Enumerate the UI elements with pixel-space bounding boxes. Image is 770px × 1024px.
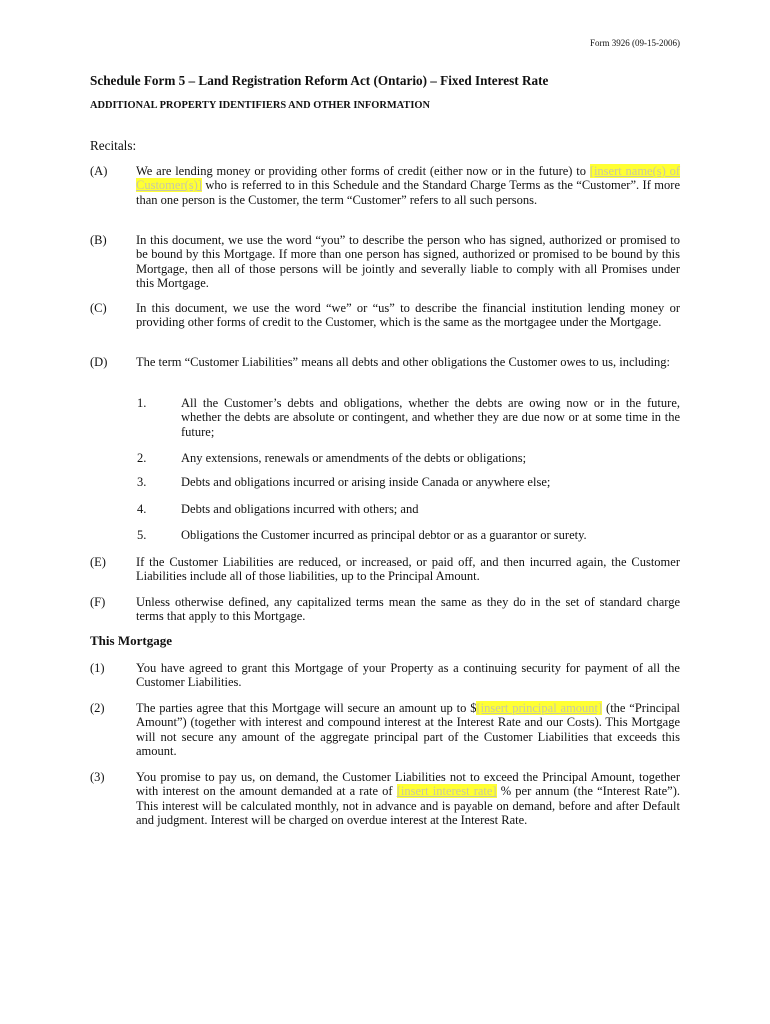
recital-text: If the Customer Liabilities are reduced, or increased, or paid off, and then incurred again, the Customer Liabilities include all of those liabilities, up to the Principal Amount.	[136, 555, 680, 584]
recital-label: (A)	[90, 164, 108, 178]
recital-text: In this document, we use the word “we” or “us” to describe the financial institution lending money or providing other forms of credit to the Customer, which is the same as the mortgagee under the Mortgage.	[136, 301, 680, 330]
clause-text-part: The parties agree that this Mortgage will secure an amount up to $	[136, 701, 477, 715]
clause-text-part: % per annum (the “Interest Rate”). This interest will be calculated monthly, not in advance and is payable on demand, before and after Default and judgment. Interest will be charged on overdue interest at the Interest Rate.	[136, 784, 680, 827]
recital-text: In this document, we use the word “you” to describe the person who has signed, authorized or promised to be bound by this Mortgage. If more than one person has signed, authorized or promised to be bound by this Mortgage, then all of those persons will be jointly and severally liable to comply with all Promises under this Mortgage.	[136, 233, 680, 290]
recital-text	[136, 164, 680, 207]
clause-label: (1)	[90, 661, 105, 675]
recital-text-part: who is referred to in this Schedule and the Standard Charge Terms as the “Customer”. If more than one person is the Customer, the term “Customer” refers to all such persons.	[136, 178, 680, 207]
customer-name-placeholder[interactable]: [insert name(s) of Customer(s)]	[136, 164, 680, 193]
clause-text: You have agreed to grant this Mortgage of your Property as a continuing security for payment of all the Customer Liabilities.	[136, 661, 680, 690]
document-title: Schedule Form 5 – Land Registration Reform Act (Ontario) – Fixed Interest Rate	[90, 73, 549, 88]
recital-label: (E)	[90, 555, 106, 569]
list-item-text: Debts and obligations incurred with others; and	[181, 502, 419, 516]
interest-rate-placeholder[interactable]: [insert interest rate]	[396, 784, 497, 799]
document-subtitle: ADDITIONAL PROPERTY IDENTIFIERS AND OTHER INFORMATION	[90, 100, 430, 111]
recital-text: Unless otherwise defined, any capitalized terms mean the same as they do in the set of standard charge terms that apply to this Mortgage.	[136, 595, 680, 624]
list-item-number: 2.	[137, 451, 147, 465]
clause-text	[136, 770, 680, 827]
recital-label: (C)	[90, 301, 107, 315]
clause-text-part: (the “Principal Amount”) (together with interest and compound interest at the Interest Rate and our Costs). This Mortgage will not secure any amount of the aggregate principal part of the Customer Liabilities that exceeds this amount.	[136, 701, 680, 758]
mortgage-heading: This Mortgage	[90, 633, 172, 648]
list-item-number: 1.	[137, 396, 147, 410]
recital-label: (D)	[90, 355, 108, 369]
list-item-text: Debts and obligations incurred or arising inside Canada or anywhere else;	[181, 475, 551, 489]
recitals-heading: Recitals:	[90, 138, 137, 153]
clause-text	[136, 701, 680, 758]
principal-amount-placeholder[interactable]: [insert principal amount]	[476, 701, 603, 715]
clause-text-part: You promise to pay us, on demand, the Customer Liabilities not to exceed the Principal Amount, together with interest on the amount demanded at a rate of	[136, 770, 680, 799]
list-item-text: Obligations the Customer incurred as principal debtor or as a guarantor or surety.	[181, 528, 587, 542]
list-item-number: 3.	[137, 475, 147, 489]
recital-text-part: We are lending money or providing other forms of credit (either now or in the future) to	[136, 164, 590, 178]
list-item-text: All the Customer’s debts and obligations, whether the debts are owing now or in the future, whether the debts are absolute or contingent, and whether they are due now or at some time in the future;	[181, 396, 680, 439]
list-item-number: 4.	[137, 502, 147, 516]
clause-label: (3)	[90, 770, 105, 784]
list-item-text: Any extensions, renewals or amendments of the debts or obligations;	[181, 451, 527, 465]
form-number: Form 3926 (09-15-2006)	[590, 38, 680, 48]
recital-label: (F)	[90, 595, 106, 609]
recital-text: The term “Customer Liabilities” means all debts and other obligations the Customer owes to us, including:	[136, 355, 670, 369]
clause-label: (2)	[90, 701, 105, 715]
recital-label: (B)	[90, 233, 107, 247]
list-item-number: 5.	[137, 528, 147, 542]
